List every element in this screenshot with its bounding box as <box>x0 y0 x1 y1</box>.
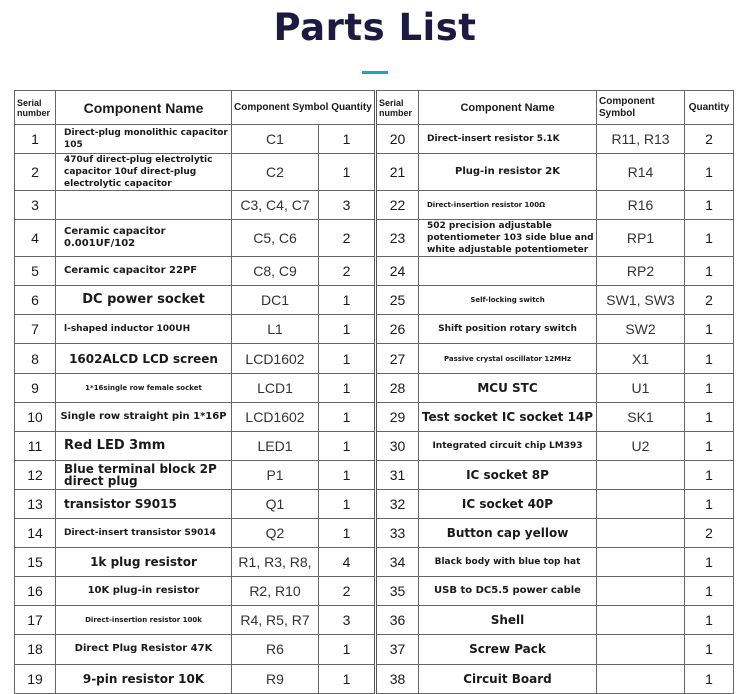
table-row <box>15 191 734 220</box>
serial-number-cell: 30 <box>376 431 419 460</box>
quantity-cell: 4 <box>319 548 376 577</box>
component-name-cell: 9-pin resistor 10K <box>56 664 232 693</box>
table-row <box>15 489 734 518</box>
serial-number-cell: 5 <box>15 257 56 286</box>
serial-number-cell: 25 <box>376 286 419 315</box>
component-name-cell: Shift position rotary switch <box>419 315 597 344</box>
quantity-cell: 1 <box>685 373 734 402</box>
table-row <box>15 431 734 460</box>
quantity-cell: 1 <box>319 315 376 344</box>
component-symbol-cell: R4, R5, R7 <box>232 606 319 635</box>
table-row <box>15 664 734 693</box>
component-name-cell: Direct Plug Resistor 47K <box>56 635 232 664</box>
component-name-cell: Direct-insert resistor 5.1K <box>419 125 597 154</box>
quantity-cell: 2 <box>685 286 734 315</box>
quantity-cell: 2 <box>685 519 734 548</box>
quantity-cell: 1 <box>685 548 734 577</box>
component-name-cell: Direct-insert transistor S9014 <box>56 519 232 548</box>
component-symbol-cell: R6 <box>232 635 319 664</box>
title-accent-line <box>362 71 388 74</box>
table-row <box>15 315 734 344</box>
component-symbol-cell: C3, C4, C7 <box>232 191 319 220</box>
quantity-cell: 1 <box>685 606 734 635</box>
component-name-cell: Screw Pack <box>419 635 597 664</box>
quantity-cell: 1 <box>685 344 734 373</box>
table-row <box>15 286 734 315</box>
quantity-cell: 1 <box>319 286 376 315</box>
component-symbol-cell: P1 <box>232 460 319 489</box>
serial-number-cell: 34 <box>376 548 419 577</box>
serial-number-cell: 9 <box>15 373 56 402</box>
quantity-cell: 1 <box>319 664 376 693</box>
component-symbol-cell <box>597 548 685 577</box>
serial-number-cell: 16 <box>15 577 56 606</box>
serial-number-cell: 26 <box>376 315 419 344</box>
quantity-cell: 1 <box>685 664 734 693</box>
table-row <box>15 154 734 191</box>
header-component-name-2: Component Name <box>419 91 597 125</box>
serial-number-cell: 7 <box>15 315 56 344</box>
header-serial: Serial number <box>15 91 56 125</box>
quantity-cell: 3 <box>319 191 376 220</box>
table-row <box>15 606 734 635</box>
component-symbol-cell: X1 <box>597 344 685 373</box>
component-symbol-cell: R9 <box>232 664 319 693</box>
table-row <box>15 577 734 606</box>
component-symbol-cell: RP1 <box>597 220 685 257</box>
table-row <box>15 635 734 664</box>
table-row <box>15 125 734 154</box>
component-name-cell: Circuit Board <box>419 664 597 693</box>
table-row <box>15 344 734 373</box>
component-name-cell: Red LED 3mm <box>56 431 232 460</box>
page-title: Parts List <box>273 6 477 49</box>
component-name-cell <box>56 191 232 220</box>
quantity-cell: 2 <box>685 125 734 154</box>
component-symbol-cell: SK1 <box>597 402 685 431</box>
quantity-cell: 1 <box>319 635 376 664</box>
serial-number-cell: 33 <box>376 519 419 548</box>
serial-number-cell: 4 <box>15 220 56 257</box>
serial-number-cell: 27 <box>376 344 419 373</box>
serial-number-cell: 2 <box>15 154 56 191</box>
component-name-cell: 470uf direct-plug electrolytic capacitor 10uf direct-plug electrolytic capacitor <box>56 154 232 191</box>
component-symbol-cell: RP2 <box>597 257 685 286</box>
component-name-cell: Integrated circuit chip LM393 <box>419 431 597 460</box>
component-symbol-cell: C1 <box>232 125 319 154</box>
quantity-cell: 2 <box>319 577 376 606</box>
serial-number-cell: 3 <box>15 191 56 220</box>
component-symbol-cell: LCD1602 <box>232 344 319 373</box>
serial-number-cell: 36 <box>376 606 419 635</box>
table-row <box>15 460 734 489</box>
quantity-cell: 1 <box>319 519 376 548</box>
serial-number-cell: 38 <box>376 664 419 693</box>
component-name-cell: Self-locking switch <box>419 286 597 315</box>
table-row <box>15 402 734 431</box>
serial-number-cell: 31 <box>376 460 419 489</box>
component-name-cell: Black body with blue top hat <box>419 548 597 577</box>
serial-number-cell: 1 <box>15 125 56 154</box>
component-symbol-cell: DC1 <box>232 286 319 315</box>
component-name-cell: IC socket 8P <box>419 460 597 489</box>
component-symbol-cell: R1, R3, R8, <box>232 548 319 577</box>
quantity-cell: 1 <box>685 402 734 431</box>
table-header-row <box>15 91 734 125</box>
quantity-cell: 1 <box>685 431 734 460</box>
component-symbol-cell: LCD1 <box>232 373 319 402</box>
component-name-cell: DC power socket <box>56 286 232 315</box>
quantity-cell: 1 <box>685 315 734 344</box>
component-symbol-cell: R14 <box>597 154 685 191</box>
component-name-cell: Direct-insertion resistor 100k <box>56 606 232 635</box>
serial-number-cell: 23 <box>376 220 419 257</box>
component-symbol-cell: C5, C6 <box>232 220 319 257</box>
component-name-cell: l-shaped inductor 100UH <box>56 315 232 344</box>
quantity-cell: 1 <box>685 460 734 489</box>
component-name-cell: 1k plug resistor <box>56 548 232 577</box>
header-component-name: Component Name <box>56 91 232 125</box>
quantity-cell: 1 <box>319 154 376 191</box>
quantity-cell: 1 <box>685 489 734 518</box>
header-serial-2: Serial number <box>376 91 419 125</box>
component-name-cell: transistor S9015 <box>56 489 232 518</box>
table-row <box>15 373 734 402</box>
component-name-cell: Direct-plug monolithic capacitor 105 <box>56 125 232 154</box>
component-symbol-cell: R16 <box>597 191 685 220</box>
component-name-cell: Direct-insertion resistor 100Ω <box>419 191 597 220</box>
serial-number-cell: 22 <box>376 191 419 220</box>
quantity-cell: 1 <box>685 154 734 191</box>
serial-number-cell: 10 <box>15 402 56 431</box>
component-name-cell: USB to DC5.5 power cable <box>419 577 597 606</box>
quantity-cell: 1 <box>319 489 376 518</box>
quantity-cell: 1 <box>685 257 734 286</box>
header-quantity-2: Quantity <box>685 91 734 125</box>
component-symbol-cell: SW1, SW3 <box>597 286 685 315</box>
component-symbol-cell <box>597 664 685 693</box>
serial-number-cell: 29 <box>376 402 419 431</box>
parts-table <box>14 90 734 694</box>
component-name-cell: 502 precision adjustable potentiometer 103 side blue and white adjustable potentiometer <box>419 220 597 257</box>
quantity-cell: 1 <box>319 125 376 154</box>
component-symbol-cell: R11, R13 <box>597 125 685 154</box>
component-symbol-cell: LED1 <box>232 431 319 460</box>
quantity-cell: 1 <box>319 402 376 431</box>
component-name-cell: Button cap yellow <box>419 519 597 548</box>
component-symbol-cell: U1 <box>597 373 685 402</box>
serial-number-cell: 35 <box>376 577 419 606</box>
quantity-cell: 1 <box>685 635 734 664</box>
component-name-cell: 1602ALCD LCD screen <box>56 344 232 373</box>
serial-number-cell: 24 <box>376 257 419 286</box>
component-symbol-cell: Q1 <box>232 489 319 518</box>
component-symbol-cell <box>597 577 685 606</box>
quantity-cell: 2 <box>319 220 376 257</box>
component-name-cell: Blue terminal block 2P direct plug <box>56 460 232 489</box>
quantity-cell: 1 <box>319 431 376 460</box>
component-name-cell: Passive crystal oscillator 12MHz <box>419 344 597 373</box>
component-symbol-cell: LCD1602 <box>232 402 319 431</box>
serial-number-cell: 18 <box>15 635 56 664</box>
component-name-cell: 1*16single row female socket <box>56 373 232 402</box>
quantity-cell: 1 <box>685 220 734 257</box>
serial-number-cell: 14 <box>15 519 56 548</box>
serial-number-cell: 11 <box>15 431 56 460</box>
component-symbol-cell <box>597 460 685 489</box>
component-name-cell: Shell <box>419 606 597 635</box>
quantity-cell: 2 <box>319 257 376 286</box>
serial-number-cell: 37 <box>376 635 419 664</box>
component-symbol-cell <box>597 606 685 635</box>
serial-number-cell: 19 <box>15 664 56 693</box>
component-name-cell: Test socket IC socket 14P <box>419 402 597 431</box>
component-symbol-cell: L1 <box>232 315 319 344</box>
component-symbol-cell: Q2 <box>232 519 319 548</box>
table-row <box>15 519 734 548</box>
component-name-cell: IC socket 40P <box>419 489 597 518</box>
component-symbol-cell <box>597 519 685 548</box>
quantity-cell: 3 <box>319 606 376 635</box>
serial-number-cell: 6 <box>15 286 56 315</box>
quantity-cell: 1 <box>319 373 376 402</box>
component-symbol-cell: U2 <box>597 431 685 460</box>
serial-number-cell: 12 <box>15 460 56 489</box>
serial-number-cell: 8 <box>15 344 56 373</box>
serial-number-cell: 32 <box>376 489 419 518</box>
serial-number-cell: 17 <box>15 606 56 635</box>
component-name-cell: Single row straight pin 1*16P <box>56 402 232 431</box>
header-symbol-quantity: Component Symbol Quantity <box>232 91 376 125</box>
component-name-cell: Ceramic capacitor 22PF <box>56 257 232 286</box>
header-symbol-2: Component Symbol <box>597 91 685 125</box>
table-row <box>15 257 734 286</box>
component-name-cell: Plug-in resistor 2K <box>419 154 597 191</box>
component-symbol-cell: R2, R10 <box>232 577 319 606</box>
quantity-cell: 1 <box>319 344 376 373</box>
component-symbol-cell: C2 <box>232 154 319 191</box>
component-symbol-cell: SW2 <box>597 315 685 344</box>
quantity-cell: 1 <box>685 191 734 220</box>
component-symbol-cell: C8, C9 <box>232 257 319 286</box>
table-row <box>15 548 734 577</box>
component-symbol-cell <box>597 489 685 518</box>
quantity-cell: 1 <box>319 460 376 489</box>
serial-number-cell: 20 <box>376 125 419 154</box>
table-row <box>15 220 734 257</box>
serial-number-cell: 15 <box>15 548 56 577</box>
serial-number-cell: 21 <box>376 154 419 191</box>
component-name-cell: MCU STC <box>419 373 597 402</box>
serial-number-cell: 13 <box>15 489 56 518</box>
quantity-cell: 1 <box>685 577 734 606</box>
component-name-cell <box>419 257 597 286</box>
component-name-cell: Ceramic capacitor 0.001UF/102 <box>56 220 232 257</box>
component-symbol-cell <box>597 635 685 664</box>
component-name-cell: 10K plug-in resistor <box>56 577 232 606</box>
serial-number-cell: 28 <box>376 373 419 402</box>
